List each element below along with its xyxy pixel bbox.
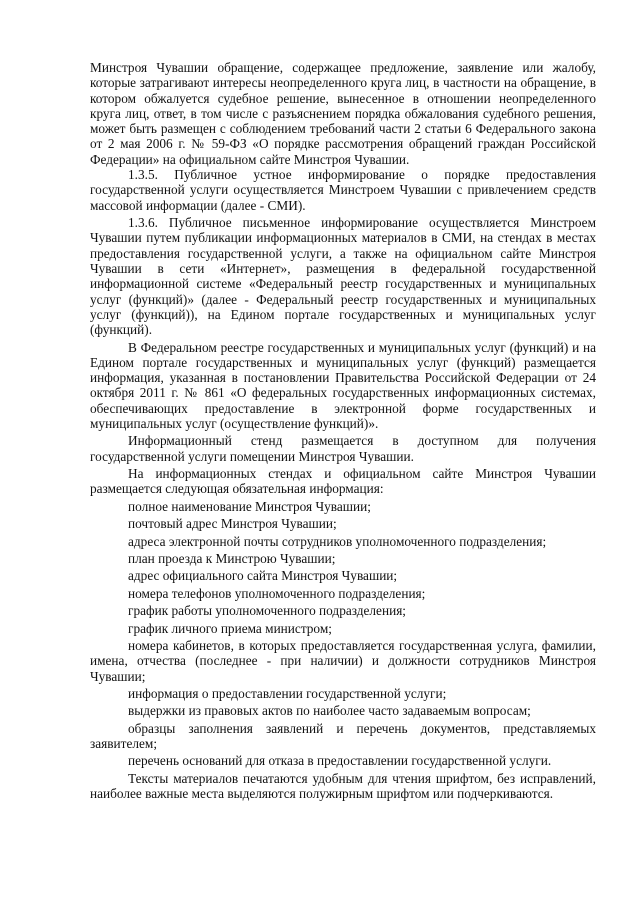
document-page [90, 60, 596, 801]
paragraph-info-stand: Информационный стенд размещается в доступном для получения государственной услуги помещении Минстроя Чувашии. [90, 433, 596, 464]
list-item: номера кабинетов, в которых предоставляется государственная услуга, фамилии, имена, отчества (последнее - при наличии) и должности сотрудников Минстроя Чувашии; [90, 637, 596, 684]
list-item: адреса электронной почты сотрудников уполномоченного подразделения; [128, 533, 547, 549]
paragraph-1-3-5: 1.3.5. Публичное устное информирование о порядке предоставления государственной услуги осуществляется Минстроем Чувашии с привлечением средств массовой информации (далее - СМИ). [90, 167, 596, 213]
paragraph-closing: Тексты материалов печатаются удобным для чтения шрифтом, без исправлений, наиболее важные места выделяются полужирным шрифтом или подчеркиваются. [90, 770, 596, 802]
list-item: план проезда к Минстрою Чувашии; [128, 550, 336, 566]
paragraph-1-3-6: 1.3.6. Публичное письменное информирование осуществляется Минстроем Чувашии путем публикации информационных материалов в СМИ, на стендах в местах предоставления государственной услуги, а также на официальном сайте Минстроя Чувашии в сети «Интернет», размещения в федеральной государственной информационной системе «Федеральный реестр государственных и муниципальных услуг (функций)» (далее - Федеральный реестр государственных и муниципальных услуг (функций)), на Едином портале государственных и муниципальных услуг (функций). [90, 215, 596, 338]
list-item: адрес официального сайта Минстроя Чувашии; [128, 568, 398, 584]
paragraph-continuation: Минстроя Чувашии обращение, содержащее предложение, заявление или жалобу, которые затрагивают интересы неопределенного круга лиц, в частности на обращение, в котором обжалуется судебное решение, вынесенное в отношении неопределенного круга лиц, ответ, в том числе с разъяснением порядка обжалования судебного решения, может быть размещен с соблюдением требований части 2 статьи 6 Федерального закона от 2 мая 2006 г. № 59-ФЗ «О порядке рассмотрения обращений граждан Российской Федерации» на официальном сайте Минстроя Чувашии. [90, 60, 596, 167]
list-item: информация о предоставлении государственной услуги; [128, 685, 447, 701]
paragraph-mandatory-info: На информационных стендах и официальном сайте Минстроя Чувашии размещается следующая обязательная информация: [90, 466, 596, 497]
list-item: почтовый адрес Минстроя Чувашии; [128, 516, 337, 532]
list-item: образцы заполнения заявлений и перечень документов, представляемых заявителем; [90, 720, 596, 751]
list-item: график работы уполномоченного подразделения; [128, 603, 407, 619]
list-item: выдержки из правовых актов по наиболее часто задаваемым вопросам; [128, 703, 531, 719]
list-item: график личного приема министром; [128, 620, 332, 636]
paragraph-federal-registry: В Федеральном реестре государственных и муниципальных услуг (функций) и на Едином портале государственных и муниципальных услуг (функций) размещается информация, указанная в постановлении Правительства Российской Федерации от 24 октября 2011 г. № 861 «О федеральных государственных информационных системах, обеспечивающих предоставление в электронной форме государственных и муниципальных услуг (осуществление функций)». [90, 339, 596, 432]
list-item: полное наименование Минстроя Чувашии; [128, 498, 371, 514]
list-item: номера телефонов уполномоченного подразделения; [128, 585, 426, 601]
list-item: перечень оснований для отказа в предоставлении государственной услуги. [128, 753, 552, 769]
